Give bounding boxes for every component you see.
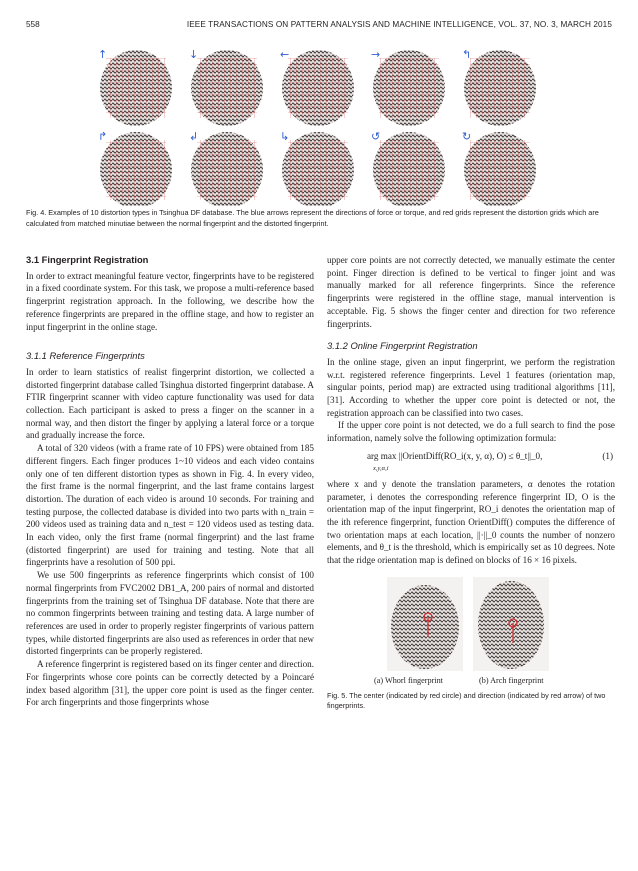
figure-5-image xyxy=(327,575,615,673)
subsection-title: 3.1.2 Online Fingerprint Registration xyxy=(327,340,478,352)
distortion-grid xyxy=(106,140,166,200)
paragraph: A reference fingerprint is registered based on its finger center and direction. For fingerprints whose core points can be correctly detected by a Poincaré index based algorithm [31], the upper core point is used as the finger center. For arch fingerprints and those fingerprints whose xyxy=(26,659,314,708)
figure-5-caption: Fig. 5. The center (indicated by red circle) and direction (indicated by red arrow) of two fingerprints. xyxy=(327,690,606,711)
distortion-grid xyxy=(197,140,257,200)
figure-4-caption: Fig. 4. Examples of 10 distortion types in Tsinghua DF database. The blue arrows represent the directions of force or torque, and red grids represent the distortion grids which are calculated from matched minutiae between the normal fingerprint and the distorted fingerprint. xyxy=(26,208,599,228)
page-header xyxy=(26,20,612,32)
paragraph: where x and y denote the translation parameters, α denotes the rotation parameter, i denotes the corresponding reference fingerprint ID, O is the orientation map of the input fingerprint, RO_i denotes the orientation map of the ith reference fingerprint, function OrientDiff() computes the difference of two orientation maps at each location, ||·||_0 counts the number of nonzero elements, and θ_t is the threshold, which is empirically set as 10 degrees. Note that the ridge orientation map is defined on blocks of 16 × 16 pixels. xyxy=(327,478,615,566)
force-arrow-icon: ↓ xyxy=(189,48,199,61)
figure-4-image xyxy=(92,46,546,206)
force-arrow-icon: → xyxy=(371,48,381,61)
paragraph: A total of 320 videos (with a frame rate of 10 FPS) were obtained from 185 different fingers. Each finger produces 1~10 videos and each video contains only one of ten different distortion types as shown in Fig. 4. In every video, the first frame is the normal fingerprint, and the last frame contains largest distortion. The duration of each video is around 10 seconds. For training and testing purpose, the collected database is divided into two parts with n_train = 200 videos used as training data and n_test = 120 videos used as testing data. In each video, only the first frame (normal fingerprint) and the last frame (distorted fingerprint) are used for training and testing. Note that all fingerprints have a resolution of 500 ppi. xyxy=(26,443,314,568)
paragraph: In the online stage, given an input fingerprint, we perform the registration w.r.t. registered reference fingerprints. Level 1 features (orientation map, singular points, period map) are extracted using traditional algorithms [11], [31]. According to whether the upper core point is detected or not, the registration approach can be classified into two cases. xyxy=(327,356,615,418)
distortion-grid xyxy=(470,140,530,200)
distortion-grid xyxy=(470,58,530,118)
figure-5a-label: (a) Whorl fingerprint xyxy=(374,675,443,685)
distortion-grid xyxy=(197,58,257,118)
force-arrow-icon: ↑ xyxy=(98,48,108,61)
figure-5 xyxy=(327,575,615,687)
force-arrow-icon: ← xyxy=(280,48,290,61)
force-arrow-icon: ↳ xyxy=(280,130,290,143)
distortion-grid xyxy=(288,140,348,200)
force-arrow-icon: ↻ xyxy=(462,130,472,143)
paragraph: We use 500 fingerprints as reference fingerprints which consist of 100 normal fingerprints from FVC2002 DB1_A, 200 pairs of normal and distorted fingerprints from the training set of Tsinghua DF database. Note that there are no common fingerprints between training and testing data. A large number of references are used in order to properly register fingerprints of various pattern types, while distorted fingerprints are also used as references in order that new distorted fingerprints can be properly registered. xyxy=(26,570,314,657)
journal-header: IEEE TRANSACTIONS ON PATTERN ANALYSIS AND MACHINE INTELLIGENCE, VOL. 37, NO. 3, MARCH 2015 xyxy=(186,20,612,29)
distortion-grid xyxy=(379,140,439,200)
paragraph: In order to extract meaningful feature vector, fingerprints have to be registered in a fixed coordinate system. For this task, we propose a multi-reference based fingerprint registration approach. In the following, we describe how the reference fingerprints are prepared in the offline stage, and how to register an input fingerprint in the online stage. xyxy=(26,270,314,332)
page-number: 558 xyxy=(26,20,40,29)
left-column xyxy=(26,254,314,709)
force-arrow-icon: ↺ xyxy=(371,130,381,143)
equation-1 xyxy=(327,448,615,476)
right-column xyxy=(327,254,615,712)
equation-number: (1) xyxy=(602,450,613,461)
equation-body: arg max ||OrientDiff(RO_i(x, y, α), O) ≤ θ_t||_0, xyxy=(367,450,543,461)
force-arrow-icon: ↲ xyxy=(189,130,199,143)
subsection-title: 3.1.1 Reference Fingerprints xyxy=(26,350,145,362)
distortion-grid xyxy=(106,58,166,118)
paragraph: If the upper core point is not detected, we do a full search to find the pose information, namely solve the following optimization formula: xyxy=(327,420,615,444)
distortion-grid xyxy=(288,58,348,118)
paragraph: upper core points are not correctly detected, we manually estimate the center point. Finger direction is defined to be vertical to finger joint and was manually marked for all reference fingerprints. Since the reference fingerprints were registered in the offline stage, manual intervention is acceptable. Fig. 5 shows the finger center and direction for two reference fingerprints. xyxy=(327,255,615,329)
figure-5b-label: (b) Arch fingerprint xyxy=(479,675,544,685)
section-title: 3.1 Fingerprint Registration xyxy=(26,254,149,265)
force-arrow-icon: ↰ xyxy=(462,48,472,61)
paragraph: In order to learn statistics of realist fingerprint distortion, we collected a distorted fingerprint database called Tsinghua distorted fingerprint database. A FTIR fingerprint scanner with video capture functionality was used for data collection. Each participant is asked to press a finger on the scanner in a normal way, and then distort the finger by applying a lateral force or a torque and gradually increase the force. xyxy=(26,366,314,441)
force-arrow-icon: ↱ xyxy=(98,130,108,143)
distortion-grid xyxy=(379,58,439,118)
equation-subscript: x,y,α,i xyxy=(373,464,389,472)
